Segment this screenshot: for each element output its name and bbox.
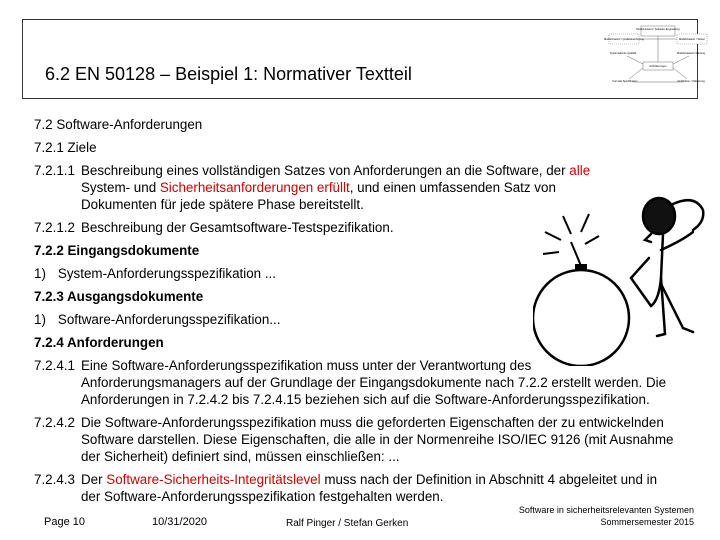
highlight-safety-requirements: Sicherheitsanforderungen erfüllt xyxy=(159,180,350,195)
highlight-all: alle xyxy=(569,163,591,178)
list-text: System-Anforderungsspezifikation ... xyxy=(57,266,276,281)
para-number: 7.2.4.3 xyxy=(34,472,75,487)
footer-page: Page 10 xyxy=(44,516,85,528)
text-segment: , und einen umfassenden Satz von Dokumenten für jede spätere Phase bereitstellt. xyxy=(80,180,556,212)
text-segment: System- xyxy=(80,180,131,195)
para-number: 7.2.1.2 xyxy=(34,220,75,235)
diagram-center: Anforderungen xyxy=(649,65,667,68)
diagram-mid-left: Systematische Qualität xyxy=(609,52,637,55)
para-7-2-4-3 xyxy=(34,471,674,505)
para-number: 7.2.4.1 xyxy=(34,358,75,373)
process-diagram xyxy=(603,24,713,96)
para-text: Beschreibung der Gesamtsoftware-Testspezifikation. xyxy=(80,220,394,235)
diagram-top: Modell-basiert / Software-Engineering xyxy=(636,28,680,31)
slide-title: 6.2 EN 50128 – Beispiel 1: Normativer Textteil xyxy=(45,64,412,84)
diagram-left-box: Modell-basiert / Qualitätssicherung xyxy=(604,38,644,41)
footer-semester: Sommersemester 2015 xyxy=(600,517,694,527)
text-segment: Beschreibung eines vollständigen Satzes von Anforderungen an die Software, der xyxy=(80,163,570,178)
diagram-right-box: Modell-basiert / Testen xyxy=(678,38,706,41)
list-number: 1) xyxy=(34,266,46,281)
heading-7-2-4: 7.2.4 Anforderungen xyxy=(34,335,164,350)
header-box xyxy=(22,19,706,99)
text-segment: muss nach der Definition in Abschnitt 4 abgeleitet und in der Software-Anforderungsspezifikation festgehalten werden. xyxy=(80,472,658,504)
diagram-bottom-left: Formale Spezifikation xyxy=(612,80,638,83)
para-number: 7.2.1.1 xyxy=(34,163,75,178)
para-7-2-4-2 xyxy=(34,414,674,465)
heading-7-2-2: 7.2.2 Eingangsdokumente xyxy=(34,243,200,258)
para-number: 7.2.4.2 xyxy=(34,415,75,430)
diagram-mid-right: Modell-basierte Wartung xyxy=(676,52,706,55)
highlight-sil: Software-Sicherheits-Integritätslevel xyxy=(106,472,321,487)
footer-authors: Ralf Pinger / Stefan Gerken xyxy=(286,518,409,529)
para-text: Die Software-Anforderungsspezifikation muss die geforderten Eigenschaften der zu entwickelnden Software darstellen. Diese Eigenschaften, die alle in der Normenreihe ISO/IEC 9126 (mit Ausnahme der Sicherheit) definiert sind, müssen einschließen: ... xyxy=(80,415,674,464)
footer-course xyxy=(519,504,694,528)
heading-7-2-1: 7.2.1 Ziele xyxy=(34,140,97,155)
heading-7-2: 7.2 Software-Anforderungen xyxy=(34,117,203,132)
list-number: 1) xyxy=(34,312,46,327)
bomb-illustration xyxy=(533,196,720,366)
footer-date: 10/31/2020 xyxy=(152,516,208,528)
text-segment: Der xyxy=(80,472,107,487)
text-segment: und xyxy=(133,180,160,195)
heading-7-2-3: 7.2.3 Ausgangsdokumente xyxy=(34,289,204,304)
diagram-bottom-right: Verifikation / Validierung xyxy=(677,80,705,83)
list-text: Software-Anforderungsspezifikation... xyxy=(57,312,281,327)
thinking-man-icon xyxy=(631,198,703,336)
para-text: Eine Software-Anforderungsspezifikation muss unter der Verantwortung des Anforderungsmanagers auf der Grundlage der Eingangsdokumente nach 7.2.2 erstellt werden. Die Anforderungen in 7.2.4.2 bis 7.2.4.15 beziehen sich auf die Software-Anforderungsspezifikation. xyxy=(80,358,667,407)
footer-course-title: Software in sicherheitsrelevanten Systemen xyxy=(518,505,694,515)
bomb-icon xyxy=(533,214,629,366)
